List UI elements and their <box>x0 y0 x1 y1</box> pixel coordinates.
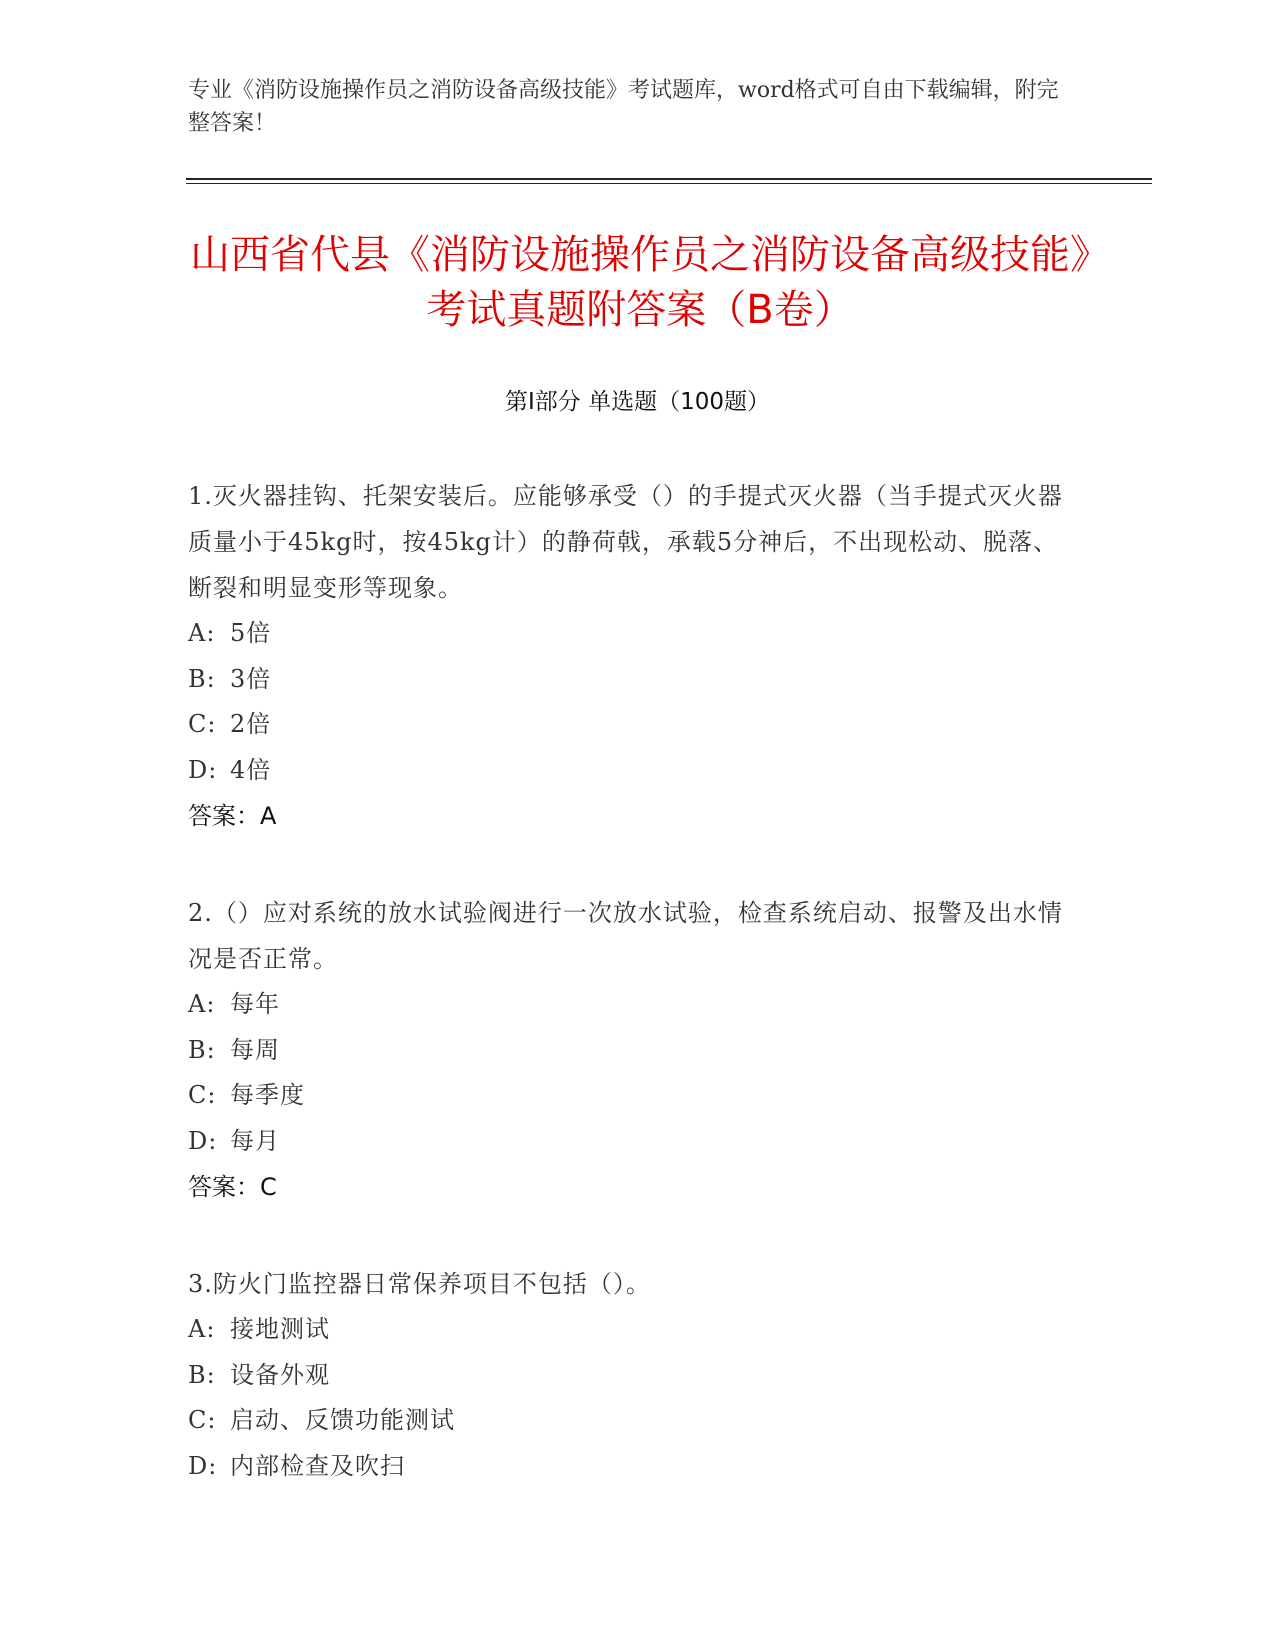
option-letter: D: <box>188 755 218 784</box>
option-a <box>188 611 1068 657</box>
option-b <box>188 657 1068 703</box>
option-letter: A: <box>188 619 216 647</box>
option-text: 每月 <box>230 1126 280 1155</box>
option-letter: B: <box>188 1035 216 1064</box>
option-text: 每周 <box>230 1035 280 1064</box>
option-letter: C: <box>188 1081 217 1109</box>
header-divider-thin <box>186 183 1152 184</box>
option-text: 每季度 <box>230 1081 305 1109</box>
option-text: 3倍 <box>230 664 272 693</box>
option-text: 4倍 <box>230 755 272 784</box>
option-text: 5倍 <box>230 619 272 647</box>
option-text: 启动、反馈功能测试 <box>230 1406 455 1434</box>
question-3 <box>188 1261 1068 1489</box>
option-a <box>188 1307 1068 1353</box>
option-letter: C: <box>188 1406 217 1434</box>
option-text: 2倍 <box>230 710 272 738</box>
option-text: 接地测试 <box>230 1315 330 1343</box>
option-text: 设备外观 <box>230 1360 330 1389</box>
option-c <box>188 702 1068 748</box>
question-stem: 1.灭火器挂钩、托架安装后。应能够承受（）的手提式灭火器（当手提式灭火器质量小于45kg时，按45kg计）的静荷戟，承载5分神后，不出现松动、脱落、断裂和明显变形等现象。 <box>188 482 1063 602</box>
option-b <box>188 1028 1068 1074</box>
option-text: 内部检查及吹扫 <box>230 1451 405 1480</box>
option-letter: C: <box>188 710 217 738</box>
option-letter: D: <box>188 1126 218 1155</box>
option-d <box>188 1444 1068 1490</box>
option-letter: A: <box>188 990 216 1018</box>
header-divider <box>186 178 1152 180</box>
option-b <box>188 1353 1068 1399</box>
question-2 <box>188 890 1068 1210</box>
section-title: 第I部分 单选题（100题） <box>505 389 770 415</box>
option-d <box>188 748 1068 794</box>
option-letter: B: <box>188 1360 216 1389</box>
option-c <box>188 1398 1068 1444</box>
question-list <box>188 473 1068 1540</box>
option-letter: A: <box>188 1315 216 1343</box>
document-title: 山西省代县《消防设施操作员之消防设备高级技能》考试真题附答案（B卷） <box>190 232 1090 333</box>
option-letter: B: <box>188 664 216 693</box>
question-stem: 2.（）应对系统的放水试验阀进行一次放水试验，检查系统启动、报警及出水情况是否正常。 <box>188 899 1063 973</box>
option-d <box>188 1119 1068 1165</box>
option-c <box>188 1073 1068 1119</box>
option-letter: D: <box>188 1451 218 1480</box>
option-a <box>188 982 1068 1028</box>
answer-line: 答案：A <box>188 802 277 830</box>
option-text: 每年 <box>230 990 280 1018</box>
header-note: 专业《消防设施操作员之消防设备高级技能》考试题库，word格式可自由下载编辑，附完整答案！ <box>188 78 1059 136</box>
question-stem: 3.防火门监控器日常保养项目不包括（）。 <box>188 1270 651 1298</box>
answer-line: 答案：C <box>188 1173 277 1201</box>
question-1 <box>188 473 1068 839</box>
